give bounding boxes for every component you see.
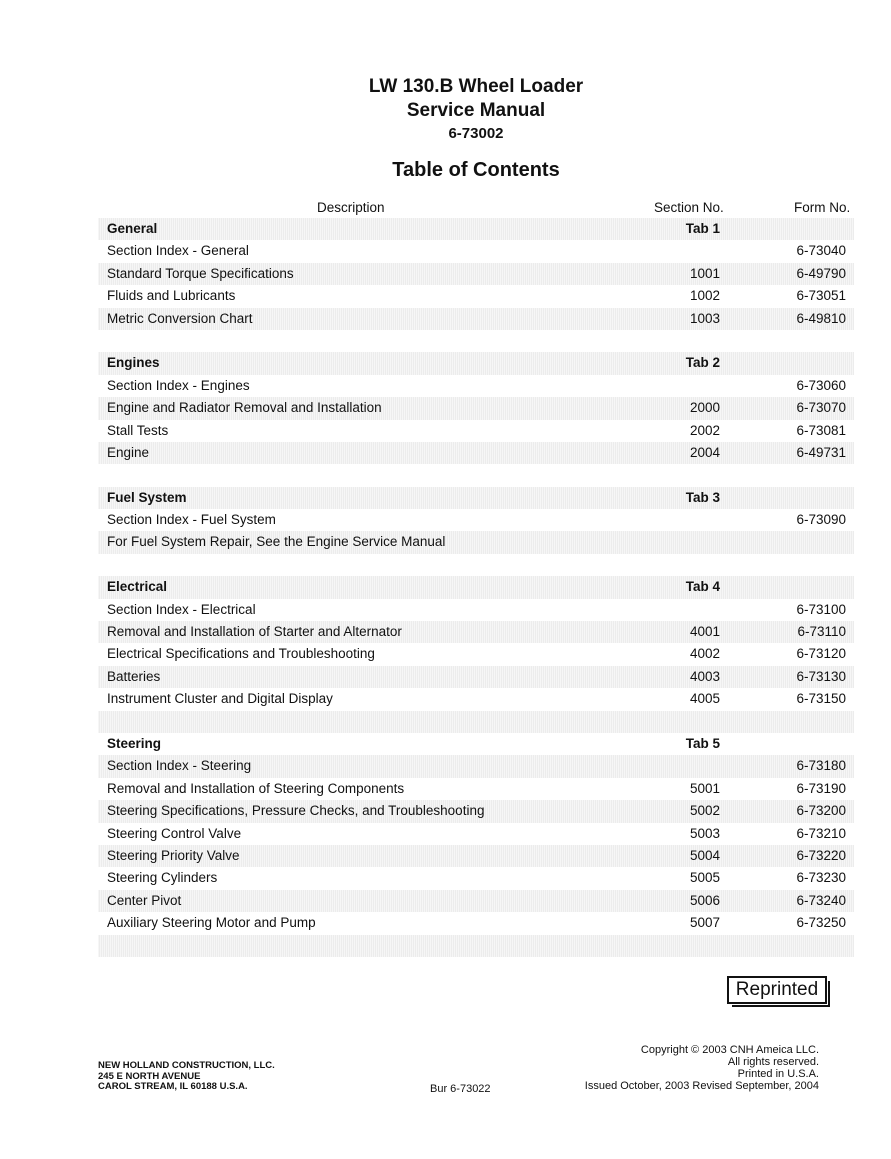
toc-section-number: 4003: [689, 668, 720, 684]
toc-section-number: Tab 2: [685, 355, 720, 371]
company-street: 245 E NORTH AVENUE: [98, 1070, 201, 1082]
document-title: LW 130.B Wheel Loader: [368, 76, 584, 97]
toc-description: Engine and Radiator Removal and Installation: [107, 400, 382, 416]
toc-section-number: 2004: [689, 444, 720, 460]
toc-form-number: 6-73100: [796, 601, 846, 617]
toc-section-number: 5007: [689, 915, 720, 931]
toc-row: [98, 375, 854, 397]
toc-description: Section Index - Fuel System: [107, 512, 276, 528]
toc-row: [98, 531, 854, 553]
toc-row: [98, 420, 854, 442]
toc-description: Removal and Installation of Steering Components: [107, 780, 405, 796]
toc-description: Fuel System: [107, 489, 187, 505]
toc-section-number: Tab 3: [685, 489, 720, 505]
toc-description: Steering Specifications, Pressure Checks, and Troubleshooting: [107, 803, 485, 819]
toc-row: [98, 599, 854, 621]
toc-row: [98, 688, 854, 710]
toc-row: [98, 890, 854, 912]
toc-description: Stall Tests: [107, 422, 169, 438]
spacer-row: [98, 464, 854, 486]
toc-form-number: 6-49810: [796, 310, 846, 326]
toc-form-number: 6-73250: [796, 915, 846, 931]
column-header-description: Description: [317, 200, 385, 215]
company-city: CAROL STREAM, IL 60188 U.S.A.: [98, 1081, 248, 1092]
toc-row: [98, 509, 854, 531]
toc-description: Steering Priority Valve: [107, 847, 240, 863]
spacer-row: [98, 711, 854, 733]
toc-form-number: 6-73180: [796, 758, 846, 774]
toc-description: General: [107, 221, 158, 236]
column-header-form: Form No.: [794, 200, 851, 215]
toc-row: [98, 621, 854, 643]
toc-section-number: Tab 4: [685, 579, 720, 595]
form-number: 6-73002: [448, 125, 504, 142]
section-header-row: [98, 218, 854, 240]
toc-description: Engines: [107, 355, 160, 371]
toc-description: Instrument Cluster and Digital Display: [107, 691, 333, 707]
toc-section-number: 1003: [689, 310, 720, 326]
toc-form-number: 6-73220: [796, 847, 846, 863]
toc-description: Section Index - Electrical: [107, 601, 256, 617]
toc-section-number: Tab 1: [685, 221, 720, 236]
section-header-row: [98, 487, 854, 509]
table-of-contents: [98, 218, 854, 957]
toc-form-number: 6-73070: [796, 400, 846, 416]
toc-form-number: 6-73051: [796, 288, 846, 304]
toc-section-number: 5002: [689, 803, 720, 819]
toc-description: Section Index - Steering: [107, 758, 252, 774]
company-name: NEW HOLLAND CONSTRUCTION, LLC.: [98, 1060, 275, 1071]
toc-section-number: 5004: [689, 847, 720, 863]
toc-description: Removal and Installation of Starter and Alternator: [107, 624, 402, 640]
toc-description: Metric Conversion Chart: [107, 310, 253, 326]
toc-row: [98, 912, 854, 934]
toc-description: Engine: [107, 444, 150, 460]
toc-row: [98, 285, 854, 307]
toc-section-number: 5003: [689, 825, 720, 841]
toc-section-number: 5006: [689, 892, 720, 908]
toc-description: For Fuel System Repair, See the Engine Service Manual: [107, 534, 446, 550]
toc-description: Fluids and Lubricants: [107, 288, 236, 304]
toc-section-number: Tab 5: [685, 735, 720, 751]
column-header-section: Section No.: [654, 200, 724, 215]
toc-description: Section Index - Engines: [107, 377, 250, 393]
toc-form-number: 6-73240: [796, 892, 846, 908]
spacer-row: [98, 935, 854, 957]
printed-line: Printed in U.S.A.: [737, 1068, 819, 1080]
toc-section-number: 4005: [689, 691, 720, 707]
toc-row: [98, 867, 854, 889]
issued-line: Issued October, 2003 Revised September, 2004: [584, 1080, 819, 1092]
copyright-block: [585, 1044, 819, 1092]
toc-row: [98, 755, 854, 777]
toc-description: Section Index - General: [107, 243, 249, 259]
toc-section-number: 4001: [689, 624, 720, 640]
toc-description: Electrical Specifications and Troubleshooting: [107, 646, 375, 662]
rights-line: All rights reserved.: [727, 1056, 819, 1068]
section-header-row: [98, 576, 854, 598]
toc-row: [98, 800, 854, 822]
toc-row: [98, 643, 854, 665]
toc-section-number: 5001: [689, 780, 720, 796]
toc-row: [98, 845, 854, 867]
toc-row: [98, 308, 854, 330]
toc-description: Steering: [107, 735, 162, 751]
toc-form-number: 6-73090: [796, 512, 846, 528]
toc-section-number: 1001: [689, 265, 720, 281]
spacer-row: [98, 330, 854, 352]
toc-form-number: 6-49790: [796, 265, 846, 281]
document-subtitle: Service Manual: [406, 100, 546, 121]
toc-description: Electrical: [107, 579, 168, 595]
toc-section-number: 2000: [689, 400, 720, 416]
toc-row: [98, 442, 854, 464]
company-address: [98, 1061, 275, 1093]
toc-form-number: 6-73081: [796, 422, 846, 438]
toc-description: Auxiliary Steering Motor and Pump: [107, 915, 316, 931]
toc-row: [98, 263, 854, 285]
toc-form-number: 6-49731: [796, 444, 846, 460]
toc-form-number: 6-73190: [796, 780, 846, 796]
bur-number: Bur 6-73022: [430, 1083, 491, 1095]
toc-row: [98, 397, 854, 419]
toc-form-number: 6-73210: [796, 825, 846, 841]
toc-row: [98, 666, 854, 688]
toc-form-number: 6-73230: [796, 870, 846, 886]
section-header-row: [98, 733, 854, 755]
toc-section-number: 5005: [689, 870, 720, 886]
toc-form-number: 6-73120: [796, 646, 846, 662]
copyright-line: Copyright © 2003 CNH Ameica LLC.: [640, 1044, 819, 1056]
toc-title: Table of Contents: [392, 159, 560, 181]
reprinted-stamp: Reprinted: [727, 976, 827, 1004]
section-header-row: [98, 352, 854, 374]
toc-description: Center Pivot: [107, 892, 182, 908]
toc-form-number: 6-73110: [797, 624, 846, 640]
toc-form-number: 6-73150: [796, 691, 846, 707]
toc-section-number: 2002: [689, 422, 720, 438]
toc-row: [98, 823, 854, 845]
toc-description: Batteries: [107, 668, 161, 684]
toc-form-number: 6-73200: [796, 803, 846, 819]
toc-section-number: 4002: [689, 646, 720, 662]
toc-section-number: 1002: [689, 288, 720, 304]
toc-form-number: 6-73130: [796, 668, 846, 684]
toc-description: Steering Control Valve: [107, 825, 242, 841]
toc-description: Standard Torque Specifications: [107, 265, 294, 281]
toc-row: [98, 240, 854, 262]
toc-description: Steering Cylinders: [107, 870, 218, 886]
toc-row: [98, 778, 854, 800]
toc-form-number: 6-73040: [796, 243, 846, 259]
spacer-row: [98, 554, 854, 576]
toc-form-number: 6-73060: [796, 377, 846, 393]
